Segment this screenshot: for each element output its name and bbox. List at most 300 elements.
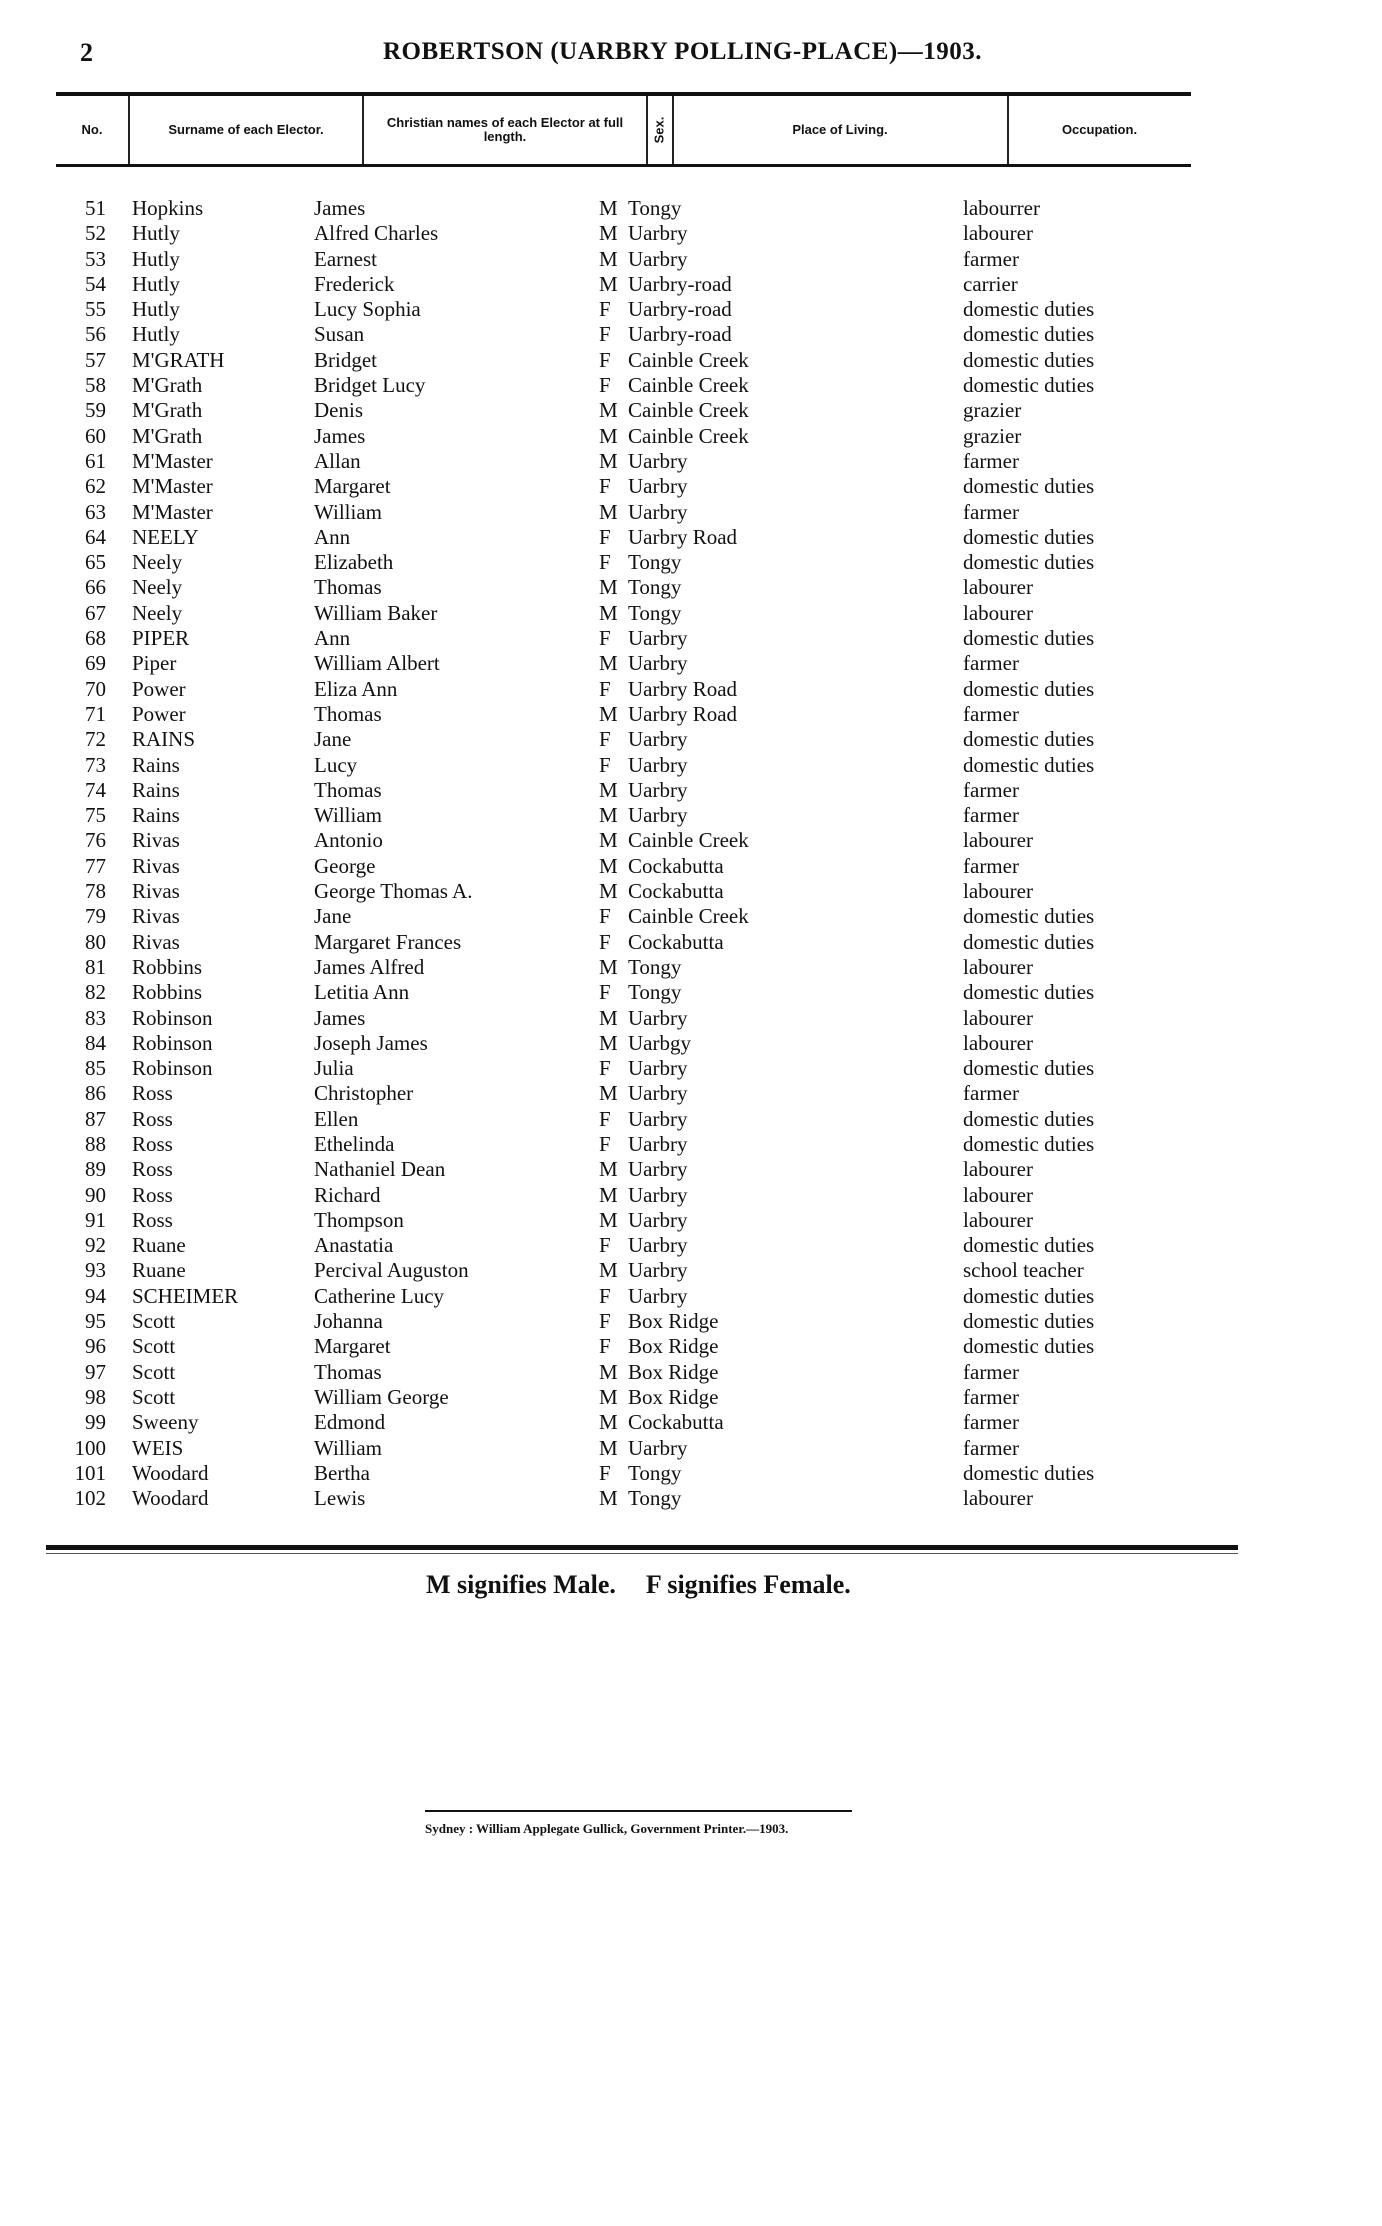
table-row	[56, 879, 1236, 904]
table-row	[56, 1385, 1236, 1410]
elector-occupation: grazier	[963, 423, 1022, 448]
elector-place-of-living: Uarbry-road	[628, 297, 732, 322]
elector-christian-names: William Baker	[314, 600, 438, 625]
elector-surname: M'Master	[132, 474, 213, 499]
elector-surname: Ross	[132, 1106, 173, 1131]
elector-christian-names: George Thomas A.	[314, 879, 473, 904]
elector-place-of-living: Uarbry Road	[628, 524, 738, 549]
table-row	[56, 955, 1236, 980]
elector-place-of-living: Uarbry	[628, 727, 688, 752]
elector-surname: Rivas	[132, 853, 180, 878]
elector-sex: M	[599, 1359, 618, 1384]
elector-sex: M	[599, 1410, 618, 1435]
elector-christian-names: Margaret	[314, 474, 391, 499]
elector-surname: Rains	[132, 777, 180, 802]
elector-christian-names: Ann	[314, 524, 351, 549]
elector-number: 69	[85, 651, 106, 676]
elector-place-of-living: Cockabutta	[628, 929, 724, 954]
elector-surname: Power	[132, 701, 186, 726]
elector-occupation: labourrer	[963, 196, 1040, 220]
elector-number: 97	[85, 1359, 106, 1384]
elector-christian-names: Thomas	[314, 777, 382, 802]
elector-sex: F	[599, 550, 611, 575]
elector-number: 64	[85, 524, 106, 549]
elector-christian-names: Lucy Sophia	[314, 297, 421, 322]
elector-place-of-living: Uarbry	[628, 246, 688, 271]
elector-number: 101	[74, 1460, 106, 1485]
printer-imprint: Sydney : William Applegate Gullick, Government Printer.—1903.	[425, 1821, 789, 1836]
elector-place-of-living: Tongy	[628, 1460, 682, 1485]
elector-number: 89	[85, 1157, 106, 1182]
elector-number: 93	[85, 1258, 106, 1283]
elector-surname: Ruane	[132, 1233, 186, 1258]
elector-place-of-living: Tongy	[628, 980, 682, 1005]
elector-christian-names: Thomas	[314, 701, 382, 726]
elector-surname: M'Grath	[132, 398, 203, 423]
elector-number: 75	[85, 803, 106, 828]
elector-occupation: domestic duties	[963, 1131, 1095, 1156]
elector-occupation: domestic duties	[963, 550, 1095, 575]
elector-occupation: labourer	[963, 828, 1033, 853]
elector-surname: M'Grath	[132, 373, 203, 398]
elector-number: 53	[85, 246, 106, 271]
elector-place-of-living: Cainble Creek	[628, 373, 749, 398]
elector-place-of-living: Cockabutta	[628, 879, 724, 904]
elector-number: 52	[85, 221, 106, 246]
elector-sex: M	[599, 575, 618, 600]
elector-occupation: farmer	[963, 1410, 1019, 1435]
table-row	[56, 525, 1236, 550]
elector-place-of-living: Uarbry	[628, 1157, 688, 1182]
table-row	[56, 1183, 1236, 1208]
elector-number: 65	[85, 550, 106, 575]
elector-surname: Sweeny	[132, 1410, 199, 1435]
elector-number: 79	[85, 904, 106, 929]
elector-surname: Robinson	[132, 1056, 213, 1081]
elector-place-of-living: Box Ridge	[628, 1309, 719, 1334]
elector-occupation: labourer	[963, 1207, 1033, 1232]
elector-sex: M	[599, 398, 618, 423]
elector-surname: Rivas	[132, 828, 180, 853]
elector-number: 71	[85, 701, 106, 726]
elector-place-of-living: Uarbry	[628, 1131, 688, 1156]
elector-sex: F	[599, 1131, 611, 1156]
elector-surname: Ross	[132, 1157, 173, 1182]
elector-surname: Rivas	[132, 904, 180, 929]
legend-female: F signifies Female.	[645, 1570, 851, 1599]
elector-surname: M'GRATH	[132, 347, 225, 372]
elector-sex: M	[599, 1486, 618, 1511]
elector-occupation: domestic duties	[963, 347, 1095, 372]
elector-number: 73	[85, 752, 106, 777]
column-header-no: No.	[81, 122, 103, 137]
elector-place-of-living: Uarbry	[628, 1081, 688, 1106]
table-row	[56, 727, 1236, 752]
elector-surname: Rivas	[132, 879, 180, 904]
elector-sex: F	[599, 524, 611, 549]
elector-occupation: domestic duties	[963, 676, 1095, 701]
table-row	[56, 1334, 1236, 1359]
elector-place-of-living: Box Ridge	[628, 1334, 719, 1359]
column-header-sex-label: Sex.	[651, 116, 666, 144]
elector-christian-names: Eliza Ann	[314, 676, 398, 701]
table-row	[56, 449, 1236, 474]
table-row	[56, 424, 1236, 449]
elector-place-of-living: Uarbry	[628, 626, 688, 651]
elector-christian-names: James	[314, 423, 366, 448]
elector-sex: M	[599, 1081, 618, 1106]
elector-surname: Robbins	[132, 954, 203, 979]
elector-place-of-living: Tongy	[628, 600, 682, 625]
elector-place-of-living: Uarbry	[628, 448, 688, 473]
elector-number: 90	[85, 1182, 106, 1207]
table-row	[56, 373, 1236, 398]
elector-christian-names: William	[314, 803, 382, 828]
elector-surname: Hutly	[132, 322, 180, 347]
elector-place-of-living: Uarbry	[628, 499, 688, 524]
elector-christian-names: Elizabeth	[314, 550, 394, 575]
table-row	[56, 1486, 1236, 1511]
elector-occupation: labourer	[963, 879, 1033, 904]
elector-surname: M'Master	[132, 499, 213, 524]
column-header-sex	[646, 96, 672, 164]
elector-number: 86	[85, 1081, 106, 1106]
table-row	[56, 1107, 1236, 1132]
elector-christian-names: Bertha	[314, 1460, 370, 1485]
elector-surname: Hutly	[132, 271, 180, 296]
elector-number: 95	[85, 1309, 106, 1334]
elector-occupation: farmer	[963, 701, 1019, 726]
table-row	[56, 1284, 1236, 1309]
elector-christian-names: Percival Auguston	[314, 1258, 469, 1283]
elector-surname: PIPER	[132, 626, 190, 651]
table-row	[56, 221, 1236, 246]
elector-place-of-living: Uarbry	[628, 777, 688, 802]
elector-number: 102	[74, 1486, 106, 1511]
elector-christian-names: Lucy	[314, 752, 358, 777]
elector-christian-names: Richard	[314, 1182, 381, 1207]
elector-christian-names: William Albert	[314, 651, 440, 676]
elector-number: 63	[85, 499, 106, 524]
elector-place-of-living: Tongy	[628, 954, 682, 979]
elector-sex: M	[599, 196, 618, 220]
table-row	[56, 980, 1236, 1005]
elector-number: 54	[85, 271, 106, 296]
elector-christian-names: James Alfred	[314, 954, 425, 979]
table-row	[56, 1436, 1236, 1461]
table-row	[56, 500, 1236, 525]
elector-christian-names: Bridget Lucy	[314, 373, 426, 398]
elector-place-of-living: Uarbry	[628, 474, 688, 499]
elector-number: 94	[85, 1283, 106, 1308]
elector-sex: F	[599, 1106, 611, 1131]
elector-christian-names: Ellen	[314, 1106, 359, 1131]
elector-christian-names: Thompson	[314, 1207, 404, 1232]
elector-surname: M'Grath	[132, 423, 203, 448]
elector-sex: F	[599, 980, 611, 1005]
elector-sex: F	[599, 1460, 611, 1485]
elector-occupation: carrier	[963, 271, 1018, 296]
elector-occupation: farmer	[963, 803, 1019, 828]
elector-place-of-living: Cockabutta	[628, 853, 724, 878]
elector-number: 57	[85, 347, 106, 372]
elector-surname: Robbins	[132, 980, 203, 1005]
elector-number: 61	[85, 448, 106, 473]
column-divider	[1007, 96, 1009, 164]
elector-place-of-living: Uarbry	[628, 651, 688, 676]
elector-sex: M	[599, 777, 618, 802]
elector-christian-names: Jane	[314, 727, 352, 752]
elector-surname: SCHEIMER	[132, 1283, 239, 1308]
elector-sex: M	[599, 423, 618, 448]
elector-number: 83	[85, 1005, 106, 1030]
elector-place-of-living: Uarbry	[628, 803, 688, 828]
table-row	[56, 904, 1236, 929]
elector-surname: Hutly	[132, 221, 180, 246]
elector-occupation: domestic duties	[963, 980, 1095, 1005]
elector-occupation: labourer	[963, 954, 1033, 979]
elector-occupation: farmer	[963, 777, 1019, 802]
elector-occupation: farmer	[963, 448, 1019, 473]
elector-occupation: labourer	[963, 1005, 1033, 1030]
elector-sex: F	[599, 1283, 611, 1308]
elector-place-of-living: Tongy	[628, 1486, 682, 1511]
elector-occupation: farmer	[963, 1359, 1019, 1384]
elector-occupation: domestic duties	[963, 727, 1095, 752]
elector-sex: F	[599, 676, 611, 701]
elector-christian-names: Anastatia	[314, 1233, 394, 1258]
table-row	[56, 1360, 1236, 1385]
page-number: 2	[80, 38, 93, 67]
elector-surname: Ruane	[132, 1258, 186, 1283]
elector-surname: Scott	[132, 1384, 176, 1409]
elector-number: 56	[85, 322, 106, 347]
elector-sex: M	[599, 651, 618, 676]
elector-number: 88	[85, 1131, 106, 1156]
elector-occupation: domestic duties	[963, 1056, 1095, 1081]
table-row	[56, 1157, 1236, 1182]
elector-sex: F	[599, 904, 611, 929]
elector-number: 81	[85, 954, 106, 979]
elector-occupation: domestic duties	[963, 1309, 1095, 1334]
elector-surname: Neely	[132, 550, 183, 575]
column-divider	[128, 96, 130, 164]
elector-sex: M	[599, 221, 618, 246]
table-row	[56, 474, 1236, 499]
elector-place-of-living: Cainble Creek	[628, 423, 749, 448]
elector-occupation: domestic duties	[963, 1460, 1095, 1485]
table-row	[56, 398, 1236, 423]
elector-sex: F	[599, 1233, 611, 1258]
elector-surname: WEIS	[132, 1435, 184, 1460]
page-title: ROBERTSON (UARBRY POLLING-PLACE)—1903.	[383, 38, 982, 65]
table-row	[56, 677, 1236, 702]
elector-surname: Scott	[132, 1309, 176, 1334]
elector-number: 96	[85, 1334, 106, 1359]
elector-sex: M	[599, 954, 618, 979]
table-row	[56, 1208, 1236, 1233]
elector-occupation: labourer	[963, 221, 1033, 246]
elector-christian-names: Allan	[314, 448, 361, 473]
elector-occupation: labourer	[963, 1030, 1033, 1055]
elector-place-of-living: Tongy	[628, 196, 682, 220]
elector-sex: M	[599, 1005, 618, 1030]
elector-sex: F	[599, 727, 611, 752]
elector-occupation: school teacher	[963, 1258, 1084, 1283]
elector-sex: F	[599, 373, 611, 398]
elector-sex: M	[599, 803, 618, 828]
table-row	[56, 854, 1236, 879]
elector-surname: Rains	[132, 803, 180, 828]
elector-surname: Scott	[132, 1334, 176, 1359]
elector-number: 99	[85, 1410, 106, 1435]
table-row	[56, 1258, 1236, 1283]
elector-christian-names: Denis	[314, 398, 363, 423]
elector-place-of-living: Cainble Creek	[628, 347, 749, 372]
elector-sex: M	[599, 499, 618, 524]
elector-christian-names: Letitia Ann	[314, 980, 410, 1005]
column-header-occupation: Occupation.	[1061, 122, 1138, 137]
elector-surname: Woodard	[132, 1486, 209, 1511]
table-row	[56, 272, 1236, 297]
column-header-place: Place of Living.	[792, 122, 888, 137]
elector-place-of-living: Uarbry	[628, 1005, 688, 1030]
elector-place-of-living: Uarbry	[628, 752, 688, 777]
elector-sex: M	[599, 853, 618, 878]
elector-list	[56, 196, 1236, 1511]
elector-christian-names: Frederick	[314, 271, 395, 296]
elector-place-of-living: Cainble Creek	[628, 398, 749, 423]
elector-surname: Woodard	[132, 1460, 209, 1485]
elector-sex: F	[599, 347, 611, 372]
elector-sex: M	[599, 1157, 618, 1182]
elector-sex: M	[599, 448, 618, 473]
elector-surname: Robinson	[132, 1030, 213, 1055]
elector-surname: Neely	[132, 575, 183, 600]
elector-surname: Ross	[132, 1207, 173, 1232]
elector-christian-names: Alfred Charles	[314, 221, 439, 246]
table-row	[56, 702, 1236, 727]
elector-number: 66	[85, 575, 106, 600]
elector-occupation: labourer	[963, 575, 1033, 600]
elector-number: 87	[85, 1106, 106, 1131]
table-row	[56, 1006, 1236, 1031]
elector-place-of-living: Box Ridge	[628, 1384, 719, 1409]
elector-place-of-living: Uarbry Road	[628, 701, 738, 726]
elector-sex: M	[599, 1435, 618, 1460]
elector-number: 91	[85, 1207, 106, 1232]
elector-number: 85	[85, 1056, 106, 1081]
legend-male: M signifies Male.	[426, 1570, 616, 1599]
elector-occupation: domestic duties	[963, 474, 1095, 499]
elector-place-of-living: Uarbry Road	[628, 676, 738, 701]
elector-number: 78	[85, 879, 106, 904]
elector-sex: M	[599, 246, 618, 271]
elector-occupation: farmer	[963, 1435, 1019, 1460]
elector-occupation: domestic duties	[963, 904, 1095, 929]
elector-sex: F	[599, 752, 611, 777]
table-row	[56, 753, 1236, 778]
elector-occupation: domestic duties	[963, 1334, 1095, 1359]
elector-place-of-living: Uarbry	[628, 1283, 688, 1308]
elector-sex: F	[599, 626, 611, 651]
elector-occupation: domestic duties	[963, 524, 1095, 549]
table-row	[56, 1031, 1236, 1056]
sex-legend	[426, 1570, 851, 1600]
elector-place-of-living: Uarbry-road	[628, 322, 732, 347]
elector-number: 80	[85, 929, 106, 954]
elector-sex: M	[599, 828, 618, 853]
elector-christian-names: Edmond	[314, 1410, 386, 1435]
elector-number: 77	[85, 853, 106, 878]
elector-sex: F	[599, 929, 611, 954]
elector-sex: M	[599, 1258, 618, 1283]
elector-occupation: domestic duties	[963, 322, 1095, 347]
elector-christian-names: Margaret Frances	[314, 929, 462, 954]
table-row	[56, 626, 1236, 651]
elector-place-of-living: Uarbry	[628, 1106, 688, 1131]
table-row	[56, 1081, 1236, 1106]
elector-christian-names: William	[314, 499, 382, 524]
elector-place-of-living: Uarbry	[628, 1258, 688, 1283]
elector-surname: Robinson	[132, 1005, 213, 1030]
table-row	[56, 247, 1236, 272]
column-header-christian-names: Christian names of each Elector at full length.	[386, 115, 624, 144]
elector-place-of-living: Tongy	[628, 575, 682, 600]
elector-sex: M	[599, 271, 618, 296]
elector-sex: F	[599, 297, 611, 322]
elector-surname: Hutly	[132, 246, 180, 271]
elector-occupation: labourer	[963, 1157, 1033, 1182]
elector-surname: Piper	[132, 651, 177, 676]
table-row	[56, 348, 1236, 373]
column-divider	[646, 96, 648, 164]
table-row	[56, 196, 1236, 221]
elector-place-of-living: Uarbry	[628, 1435, 688, 1460]
table-row	[56, 1410, 1236, 1435]
elector-christian-names: Earnest	[314, 246, 377, 271]
elector-christian-names: William	[314, 1435, 382, 1460]
elector-occupation: domestic duties	[963, 1283, 1095, 1308]
elector-surname: Hopkins	[132, 196, 204, 220]
elector-occupation: farmer	[963, 246, 1019, 271]
table-row	[56, 1309, 1236, 1334]
elector-occupation: domestic duties	[963, 626, 1095, 651]
table-row	[56, 550, 1236, 575]
elector-occupation: domestic duties	[963, 1233, 1095, 1258]
table-row	[56, 1056, 1236, 1081]
table-row	[56, 778, 1236, 803]
elector-place-of-living: Tongy	[628, 550, 682, 575]
elector-place-of-living: Uarbry	[628, 1233, 688, 1258]
elector-sex: F	[599, 1056, 611, 1081]
table-row	[56, 322, 1236, 347]
elector-surname: M'Master	[132, 448, 213, 473]
column-header-surname: Surname of each Elector.	[168, 122, 324, 137]
elector-occupation: farmer	[963, 853, 1019, 878]
elector-christian-names: Ethelinda	[314, 1131, 395, 1156]
elector-christian-names: Joseph James	[314, 1030, 428, 1055]
elector-occupation: farmer	[963, 499, 1019, 524]
elector-sex: M	[599, 1207, 618, 1232]
elector-number: 62	[85, 474, 106, 499]
elector-christian-names: Jane	[314, 904, 352, 929]
elector-number: 92	[85, 1233, 106, 1258]
elector-occupation: domestic duties	[963, 373, 1095, 398]
elector-sex: M	[599, 701, 618, 726]
elector-place-of-living: Cainble Creek	[628, 828, 749, 853]
elector-occupation: domestic duties	[963, 929, 1095, 954]
